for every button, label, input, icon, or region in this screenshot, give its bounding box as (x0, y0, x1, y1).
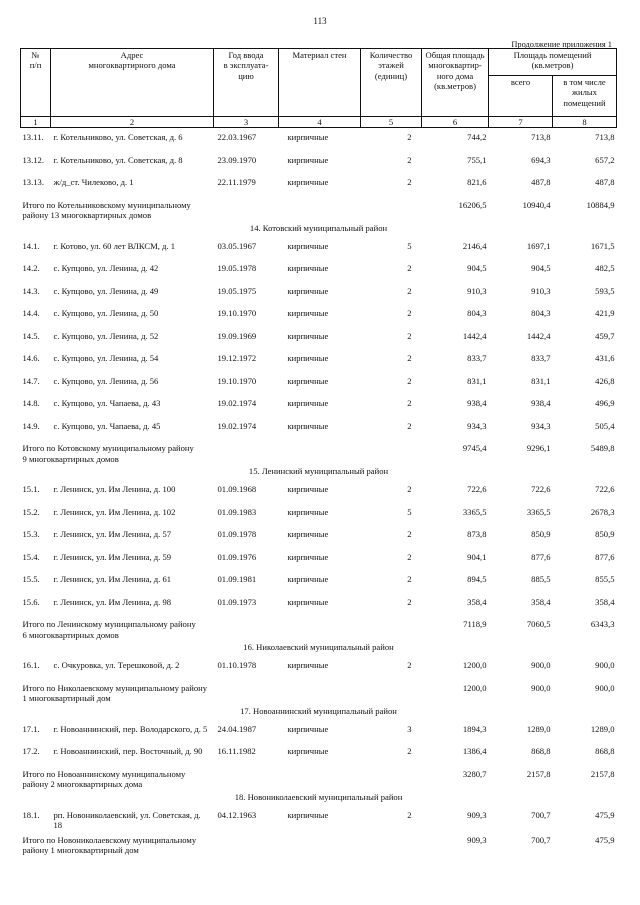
total-row (21, 196, 617, 221)
row-material: кирпичные (287, 177, 329, 188)
row-year: 01.10.1978 (217, 660, 257, 671)
row-year: 01.09.1976 (217, 551, 257, 562)
row-year: 01.09.1973 (217, 596, 257, 607)
table-row (21, 593, 617, 616)
total-premises-all: 10940,4 (522, 199, 551, 210)
row-premises-all: 804,3 (531, 308, 551, 319)
row-floors: 2 (407, 154, 412, 165)
row-number: 15.5. (22, 574, 40, 585)
row-material: кирпичные (287, 723, 329, 734)
row-premises-living: 482,5 (595, 263, 615, 274)
column-number: 5 (361, 117, 422, 128)
header-premises: Площадь помещений (кв.метров) (489, 49, 617, 76)
row-premises-all: 713,8 (531, 132, 551, 143)
row-floors: 2 (407, 177, 412, 188)
row-floors: 2 (407, 746, 412, 757)
row-address: ж/д_ст. Чилеково, д. 1 (53, 177, 134, 188)
total-row (21, 615, 617, 640)
total-premises-all: 7060,5 (526, 619, 551, 630)
row-total-area: 894,5 (467, 574, 487, 585)
total-area: 7118,9 (463, 619, 487, 630)
row-premises-all: 885,5 (531, 574, 551, 585)
row-floors: 5 (407, 240, 412, 251)
total-label: Итого по Новоаннинскому муниципальному району 2 многоквартирных дома (22, 768, 186, 790)
row-premises-all: 3365,5 (526, 506, 551, 517)
total-area: 9745,4 (462, 443, 487, 454)
row-floors: 2 (407, 809, 412, 820)
district-heading: 16. Николаевский муниципальный район (243, 642, 394, 653)
district-heading: 15. Ленинский муниципальный район (248, 466, 389, 477)
row-number: 15.4. (22, 551, 40, 562)
total-area: 909,3 (467, 834, 487, 845)
row-total-area: 1894,3 (462, 723, 487, 734)
row-year: 01.09.1968 (217, 484, 257, 495)
row-address: с. Купцово, ул. Ленина, д. 42 (53, 263, 159, 274)
row-number: 14.2. (22, 263, 40, 274)
row-number: 14.7. (22, 375, 40, 386)
header-address: Адрес многоквартирного дома (51, 49, 214, 117)
row-total-area: 2146,4 (462, 240, 487, 251)
row-total-area: 833,7 (467, 353, 487, 364)
row-floors: 2 (407, 398, 412, 409)
total-premises-living: 6343,3 (590, 619, 615, 630)
row-address: г. Ленинск, ул. Им Ленина, д. 57 (53, 529, 172, 540)
table-body (21, 128, 617, 856)
total-label: Итого по Новониколаевскому муниципальному району 1 многоквартирный дом (22, 834, 197, 856)
row-address: г. Ленинск, ул. Им Ленина, д. 102 (53, 506, 176, 517)
row-premises-all: 1697,1 (526, 240, 551, 251)
column-number: 7 (489, 117, 553, 128)
row-material: кирпичные (287, 330, 329, 341)
row-material: кирпичные (287, 506, 329, 517)
row-number: 13.13. (22, 177, 44, 188)
row-material: кирпичные (287, 285, 329, 296)
table-row (21, 548, 617, 571)
row-premises-living: 496,9 (595, 398, 615, 409)
row-total-area: 909,3 (467, 809, 487, 820)
table-row (21, 742, 617, 765)
row-floors: 2 (407, 285, 412, 296)
row-premises-living: 1671,5 (590, 240, 615, 251)
row-total-area: 744,2 (467, 132, 487, 143)
row-number: 18.1. (22, 809, 40, 820)
row-total-area: 3365,5 (462, 506, 487, 517)
table-row (21, 327, 617, 350)
row-premises-living: 421,9 (595, 308, 615, 319)
column-number: 8 (553, 117, 617, 128)
row-year: 19.10.1970 (217, 375, 257, 386)
row-number: 17.2. (22, 746, 40, 757)
row-premises-living: 713,8 (595, 132, 615, 143)
total-premises-living: 5489,8 (590, 443, 615, 454)
row-premises-all: 1289,0 (526, 723, 551, 734)
row-premises-living: 657,2 (595, 154, 615, 165)
row-premises-living: 475,9 (595, 809, 615, 820)
row-floors: 2 (407, 132, 412, 143)
row-address: г. Ленинск, ул. Им Ленина, д. 98 (53, 596, 172, 607)
row-floors: 2 (407, 263, 412, 274)
table-row (21, 173, 617, 196)
row-total-area: 1442,4 (462, 330, 487, 341)
row-premises-all: 700,7 (531, 809, 551, 820)
total-premises-all: 9296,1 (526, 443, 551, 454)
row-year: 19.05.1978 (217, 263, 257, 274)
row-material: кирпичные (287, 551, 329, 562)
row-number: 14.5. (22, 330, 40, 341)
housing-table (20, 48, 617, 856)
row-total-area: 804,3 (467, 308, 487, 319)
column-number: 4 (279, 117, 361, 128)
row-premises-living: 2678,3 (590, 506, 615, 517)
row-floors: 2 (407, 375, 412, 386)
row-material: кирпичные (287, 574, 329, 585)
row-material: кирпичные (287, 484, 329, 495)
row-premises-living: 426,8 (595, 375, 615, 386)
district-heading-row (21, 464, 617, 480)
row-premises-living: 459,7 (595, 330, 615, 341)
page-number: 113 (313, 16, 327, 26)
row-floors: 2 (407, 420, 412, 431)
row-address: г. Котельниково, ул. Советская, д. 6 (53, 132, 183, 143)
row-year: 01.09.1983 (217, 506, 257, 517)
row-premises-all: 358,4 (531, 596, 551, 607)
table-row (21, 259, 617, 282)
row-total-area: 910,3 (467, 285, 487, 296)
table-row (21, 349, 617, 372)
table-row (21, 503, 617, 526)
row-premises-living: 900,0 (595, 660, 615, 671)
header-floors: Количество этажей (единиц) (361, 49, 422, 117)
header-material: Материал стен (279, 49, 361, 117)
row-floors: 2 (407, 484, 412, 495)
row-premises-all: 900,0 (531, 660, 551, 671)
row-total-area: 873,8 (467, 529, 487, 540)
row-address: с. Очкуровка, ул. Терешковой, д. 2 (53, 660, 180, 671)
row-floors: 2 (407, 529, 412, 540)
row-premises-all: 487,8 (531, 177, 551, 188)
row-number: 15.1. (22, 484, 40, 495)
row-address: с. Купцово, ул. Ленина, д. 49 (53, 285, 159, 296)
district-heading: 17. Новоаннинский муниципальный район (240, 705, 397, 716)
total-row (21, 679, 617, 704)
row-year: 23.09.1970 (217, 154, 257, 165)
row-total-area: 904,5 (467, 263, 487, 274)
row-premises-all: 868,8 (531, 746, 551, 757)
row-premises-all: 904,5 (531, 263, 551, 274)
row-year: 01.09.1978 (217, 529, 257, 540)
continuation-note: Продолжение приложения 1 (511, 40, 612, 49)
row-material: кирпичные (287, 596, 329, 607)
row-year: 22.11.1979 (217, 177, 256, 188)
total-premises-all: 900,0 (531, 682, 551, 693)
row-address: г. Котово, ул. 60 лет ВЛКСМ, д. 1 (53, 240, 176, 251)
total-row (21, 831, 617, 856)
row-premises-living: 850,9 (595, 529, 615, 540)
table-row (21, 394, 617, 417)
total-premises-living: 2157,8 (590, 768, 615, 779)
table-row (21, 128, 617, 151)
row-material: кирпичные (287, 308, 329, 319)
row-number: 16.1. (22, 660, 40, 671)
row-number: 14.4. (22, 308, 40, 319)
row-year: 16.11.1982 (217, 746, 256, 757)
row-material: кирпичные (287, 154, 329, 165)
total-label: Итого по Котовскому муниципальному району 9 многоквартирных домов (22, 443, 194, 464)
total-label: Итого по Ленинскому муниципальному району 6 многоквартирных домов (22, 619, 196, 640)
row-total-area: 934,3 (467, 420, 487, 431)
row-material: кирпичные (287, 263, 329, 274)
row-premises-living: 855,5 (595, 574, 615, 585)
row-number: 14.1. (22, 240, 40, 251)
row-total-area: 904,1 (467, 551, 487, 562)
table-row (21, 525, 617, 548)
column-number: 1 (21, 117, 51, 128)
table-row (21, 372, 617, 395)
row-total-area: 1386,4 (462, 746, 487, 757)
row-premises-living: 868,8 (595, 746, 615, 757)
row-material: кирпичные (287, 353, 329, 364)
total-premises-all: 2157,8 (526, 768, 551, 779)
row-premises-all: 934,3 (531, 420, 551, 431)
row-address: с. Купцово, ул. Ленина, д. 50 (53, 308, 159, 319)
row-number: 15.2. (22, 506, 40, 517)
row-number: 15.3. (22, 529, 40, 540)
row-total-area: 755,1 (467, 154, 487, 165)
district-heading: 18. Новониколаевский муниципальный район (234, 791, 403, 802)
total-premises-living: 10884,9 (586, 199, 615, 210)
district-heading-row (21, 704, 617, 720)
row-number: 14.8. (22, 398, 40, 409)
row-floors: 5 (407, 506, 412, 517)
table-row (21, 151, 617, 174)
row-year: 19.02.1974 (217, 420, 257, 431)
row-total-area: 821,6 (467, 177, 487, 188)
row-number: 14.3. (22, 285, 40, 296)
row-year: 24.04.1987 (217, 723, 257, 734)
table-row (21, 304, 617, 327)
row-address: с. Купцово, ул. Ленина, д. 52 (53, 330, 159, 341)
row-total-area: 358,4 (467, 596, 487, 607)
row-premises-all: 1442,4 (526, 330, 551, 341)
table-row (21, 480, 617, 503)
row-total-area: 1200,0 (462, 660, 487, 671)
row-number: 13.11. (22, 132, 44, 143)
total-premises-living: 475,9 (595, 834, 615, 845)
row-premises-all: 694,3 (531, 154, 551, 165)
table-row (21, 570, 617, 593)
column-number-row (21, 117, 617, 128)
row-address: г. Ленинск, ул. Им Ленина, д. 59 (53, 551, 172, 562)
total-premises-living: 900,0 (595, 682, 615, 693)
row-year: 01.09.1981 (217, 574, 257, 585)
row-premises-living: 722,6 (595, 484, 615, 495)
row-material: кирпичные (287, 375, 329, 386)
column-number: 3 (214, 117, 279, 128)
total-area: 16206,5 (458, 199, 487, 210)
column-number: 2 (51, 117, 214, 128)
row-number: 15.6. (22, 596, 40, 607)
row-year: 04.12.1963 (217, 809, 257, 820)
district-heading-row (21, 790, 617, 806)
header-total-area: Общая площадь многоквартир- ного дома (кв.метров) (422, 49, 489, 117)
row-premises-all: 910,3 (531, 285, 551, 296)
row-floors: 2 (407, 596, 412, 607)
row-year: 19.02.1974 (217, 398, 257, 409)
table-row (21, 656, 617, 679)
row-address: с. Купцово, ул. Ленина, д. 54 (53, 353, 159, 364)
row-floors: 2 (407, 353, 412, 364)
table-row (21, 237, 617, 260)
row-material: кирпичные (287, 660, 329, 671)
row-material: кирпичные (287, 132, 329, 143)
row-premises-all: 850,9 (531, 529, 551, 540)
total-premises-all: 700,7 (531, 834, 551, 845)
row-material: кирпичные (287, 809, 329, 820)
total-row (21, 765, 617, 790)
table-row (21, 806, 617, 831)
row-total-area: 938,4 (467, 398, 487, 409)
row-address: с. Купцово, ул. Чапаева, д. 45 (53, 420, 161, 431)
row-premises-living: 877,6 (595, 551, 615, 562)
row-address: г. Котельниково, ул. Советская, д. 8 (53, 154, 183, 165)
row-premises-living: 1289,0 (590, 723, 615, 734)
district-heading: 14. Котовский муниципальный район (249, 222, 388, 233)
row-floors: 2 (407, 574, 412, 585)
row-address: г. Ленинск, ул. Им Ленина, д. 61 (53, 574, 172, 585)
row-material: кирпичные (287, 529, 329, 540)
row-number: 17.1. (22, 723, 40, 734)
row-address: г. Новоаннинский, пер. Восточный, д. 90 (53, 746, 203, 757)
total-area: 3280,7 (462, 768, 487, 779)
row-premises-living: 358,4 (595, 596, 615, 607)
column-number: 6 (422, 117, 489, 128)
row-floors: 3 (407, 723, 412, 734)
table-row (21, 282, 617, 305)
header-year: Год ввода в эксплуата- цию (214, 49, 279, 117)
row-premises-all: 831,1 (531, 375, 551, 386)
row-total-area: 831,1 (467, 375, 487, 386)
row-floors: 2 (407, 551, 412, 562)
header-premises-living: в том числе жилых помещений (553, 76, 617, 117)
table-row (21, 720, 617, 743)
total-label: Итого по Николаевскому муниципальному району 1 многоквартирный дом (22, 682, 208, 704)
row-address: рп. Новониколаевский, ул. Советская, д. 18 (53, 809, 201, 831)
row-floors: 2 (407, 660, 412, 671)
header-num: № п/п (21, 49, 51, 117)
district-heading-row (21, 640, 617, 656)
row-material: кирпичные (287, 398, 329, 409)
row-year: 19.05.1975 (217, 285, 257, 296)
row-material: кирпичные (287, 420, 329, 431)
row-year: 03.05.1967 (217, 240, 257, 251)
row-premises-living: 593,5 (595, 285, 615, 296)
row-premises-all: 877,6 (531, 551, 551, 562)
row-premises-all: 833,7 (531, 353, 551, 364)
row-number: 14.6. (22, 353, 40, 364)
row-total-area: 722,6 (467, 484, 487, 495)
row-premises-all: 722,6 (531, 484, 551, 495)
row-premises-living: 487,8 (595, 177, 615, 188)
row-premises-all: 938,4 (531, 398, 551, 409)
total-label: Итого по Котельниковскому муниципальному району 13 многоквартирных домов (22, 199, 191, 221)
table-row (21, 417, 617, 440)
row-floors: 2 (407, 330, 412, 341)
row-year: 19.10.1970 (217, 308, 257, 319)
row-year: 22.03.1967 (217, 132, 257, 143)
total-row (21, 439, 617, 464)
row-address: г. Новоаннинский, пер. Володарского, д. 5 (53, 723, 208, 734)
row-material: кирпичные (287, 746, 329, 757)
row-number: 14.9. (22, 420, 40, 431)
total-area: 1200,0 (462, 682, 487, 693)
row-address: с. Купцово, ул. Чапаева, д. 43 (53, 398, 161, 409)
row-premises-living: 431,6 (595, 353, 615, 364)
row-address: г. Ленинск, ул. Им Ленина, д. 100 (53, 484, 176, 495)
row-year: 19.09.1969 (217, 330, 257, 341)
row-premises-living: 505,4 (595, 420, 615, 431)
row-address: с. Купцово, ул. Ленина, д. 56 (53, 375, 159, 386)
header-premises-all: всего (489, 76, 553, 117)
row-year: 19.12.1972 (217, 353, 257, 364)
row-material: кирпичные (287, 240, 329, 251)
district-heading-row (21, 221, 617, 237)
row-floors: 2 (407, 308, 412, 319)
row-number: 13.12. (22, 154, 44, 165)
